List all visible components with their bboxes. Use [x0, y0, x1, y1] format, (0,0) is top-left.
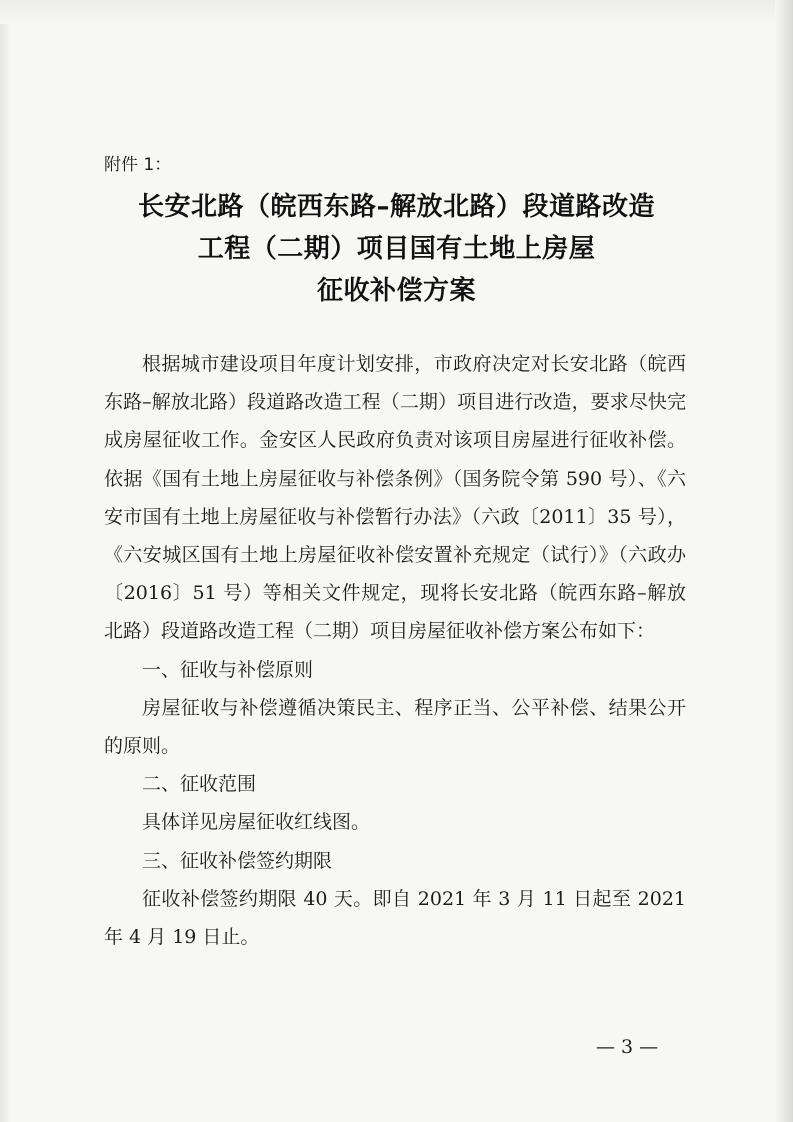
- title-line-1: 长安北路（皖西东路–解放北路）段道路改造: [137, 192, 655, 222]
- section-heading-deadline: 三、征收补偿签约期限: [142, 849, 333, 872]
- section-heading-principles: 一、征收与补偿原则: [142, 658, 314, 681]
- scan-shadow-right: [775, 0, 793, 1122]
- scan-shadow-left: [0, 0, 12, 1122]
- scan-shadow-top: [0, 0, 793, 24]
- section-heading-scope: 二、征收范围: [142, 773, 257, 796]
- document-body: [104, 345, 686, 956]
- title-line-2: 工程（二期）项目国有土地上房屋: [197, 234, 596, 264]
- page-number: — 3 —: [596, 1036, 659, 1058]
- intro-paragraph: 根据城市建设项目年度计划安排，市政府决定对长安北路（皖西东路–解放北路）段道路改造工程（二期）项目进行改造，要求尽快完成房屋征收工作。金安区人民政府负责对该项目房屋进行征收补偿。依据《国有土地上房屋征收与补偿条例》（国务院令第 590 号）、《六安市国有土地上房屋征收与补偿暂行办法》（六政〔2011〕35 号），《六安城区国有土地上房屋征收补偿安置补充规定（试行）》（六政办〔2016〕51 号）等相关文件规定，现将长安北路（皖西东路–解放北路）段道路改造工程（二期）项目房屋征收补偿方案公布如下：: [104, 353, 686, 643]
- attachment-label: 附件 1：: [104, 155, 172, 175]
- document-title: [80, 186, 713, 312]
- section-text-deadline: 征收补偿签约期限 40 天。即自 2021 年 3 月 11 日起至 2021 年 4 月 19 日止。: [104, 887, 686, 949]
- section-text-scope: 具体详见房屋征收红线图。: [142, 811, 371, 834]
- section-text-principles: 房屋征收与补偿遵循决策民主、程序正当、公平补偿、结果公开的原则。: [104, 696, 686, 758]
- title-line-3: 征收补偿方案: [316, 276, 476, 306]
